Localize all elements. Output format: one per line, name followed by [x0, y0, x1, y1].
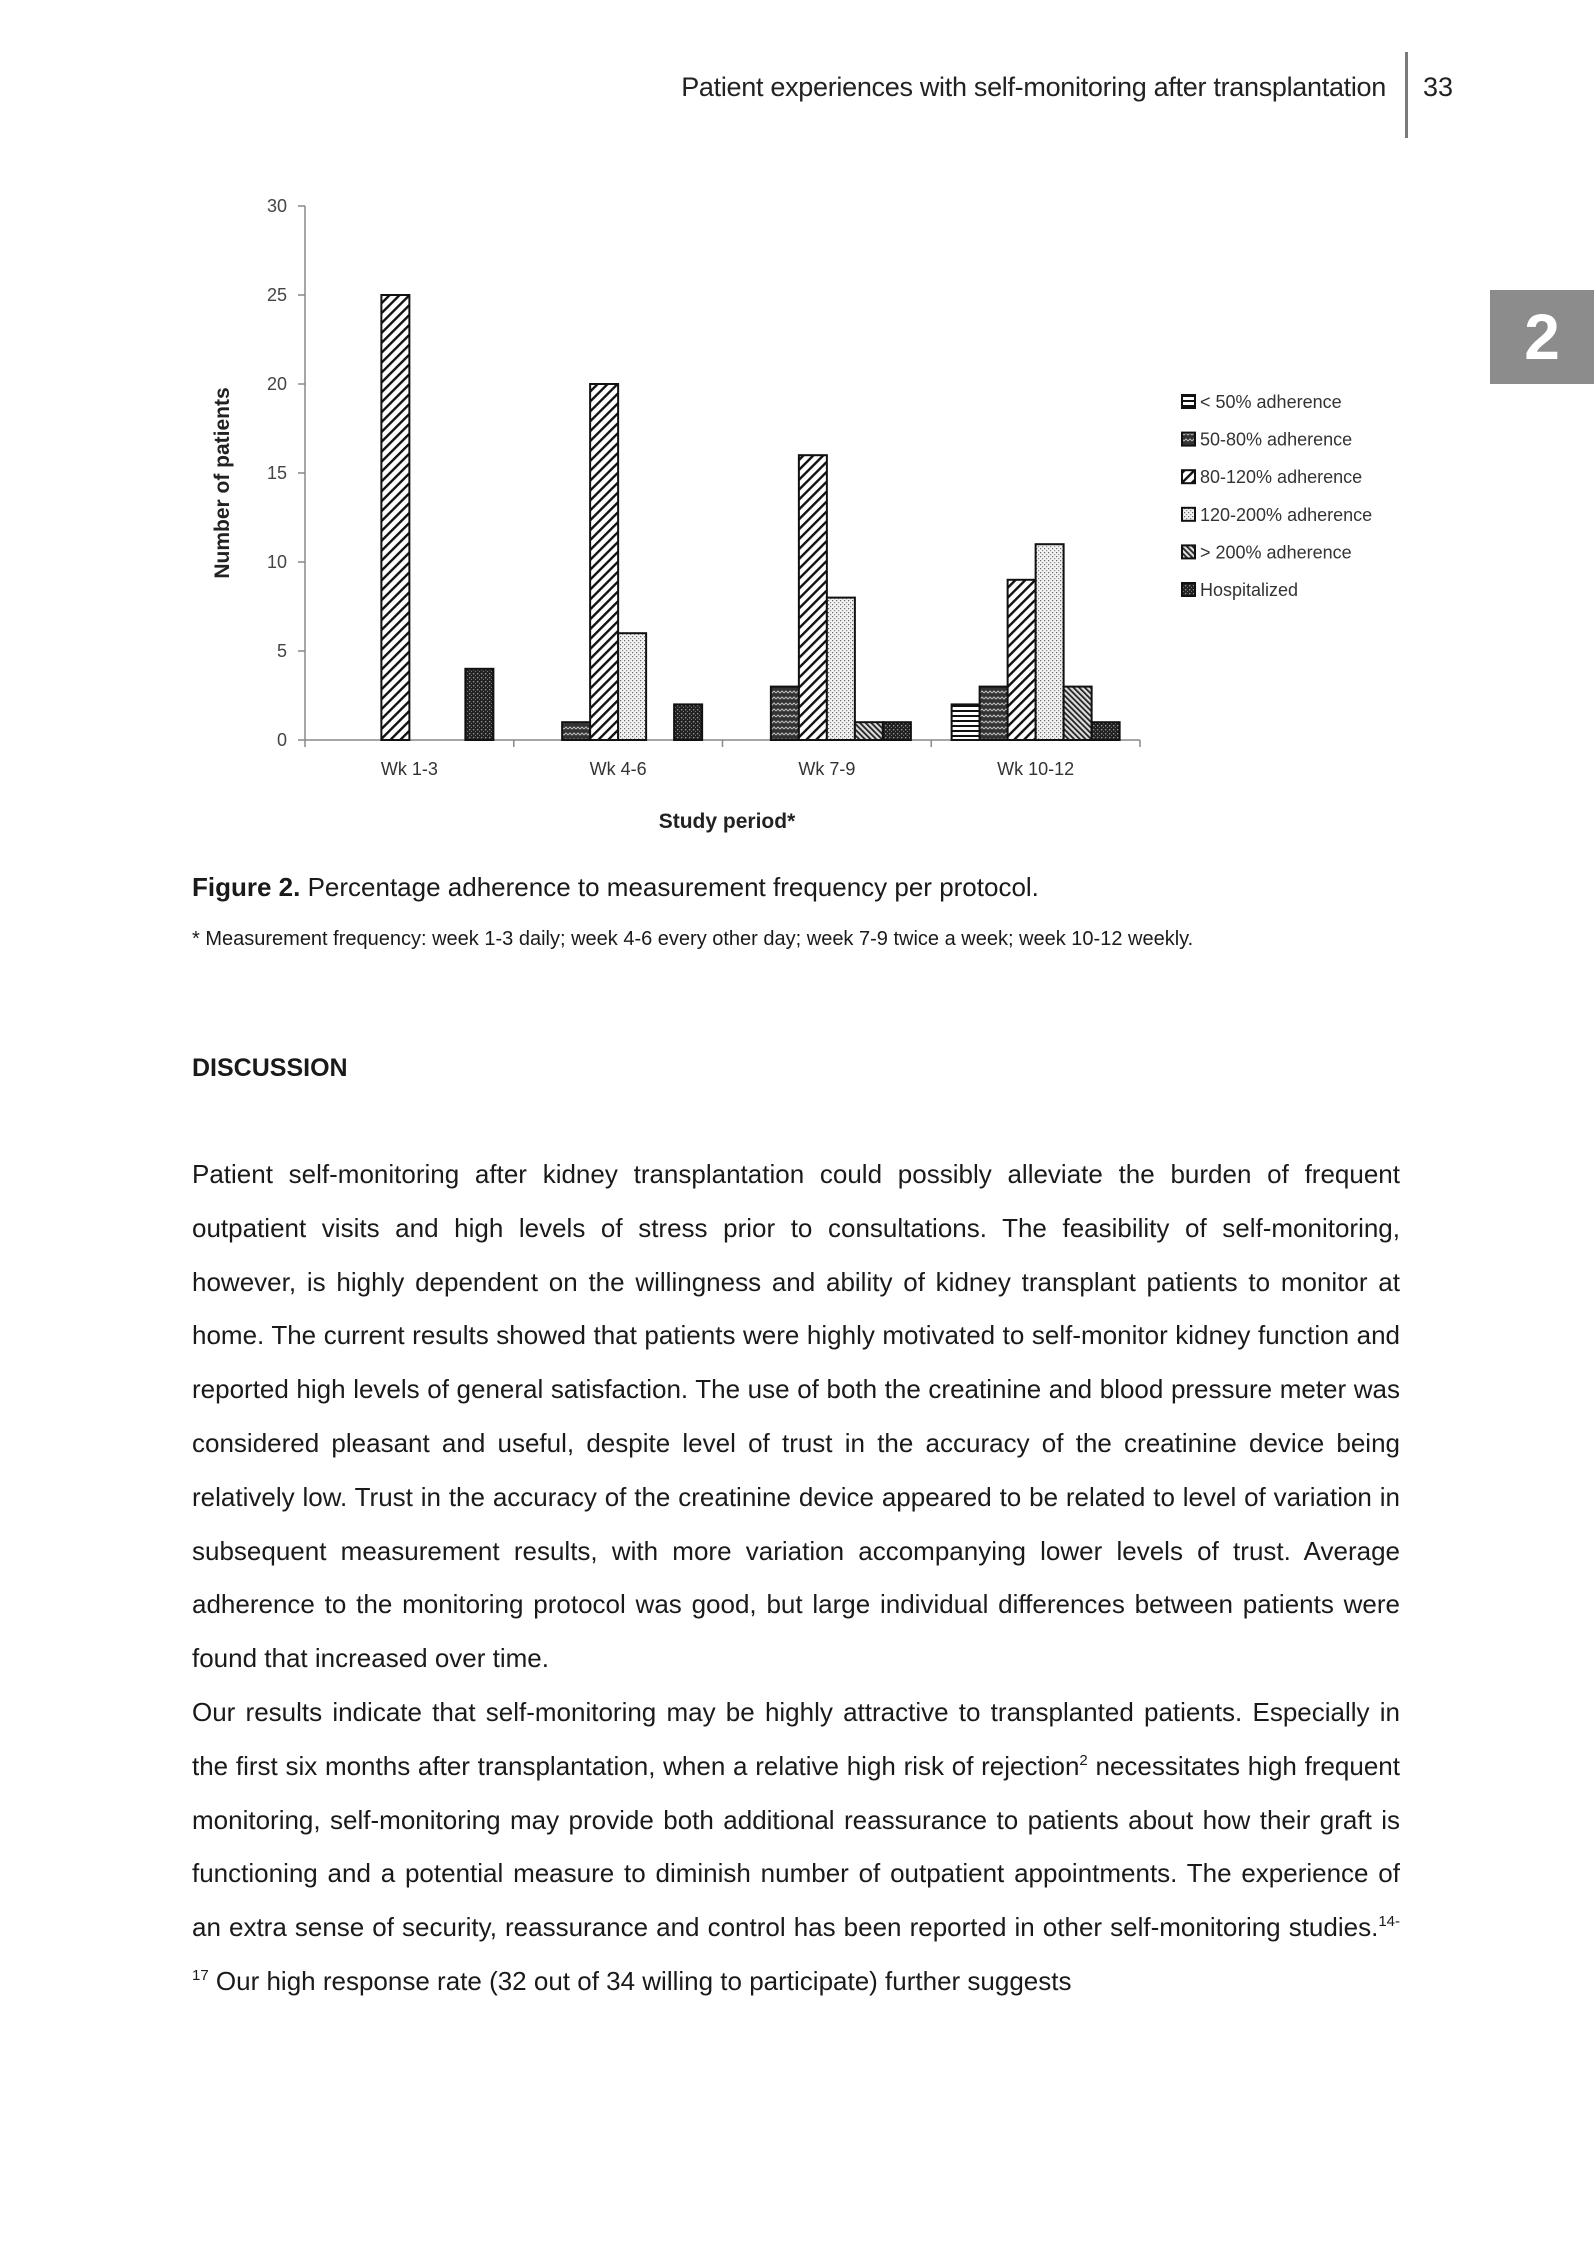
bar-dark-dots: [674, 704, 702, 740]
legend-label: < 50% adherence: [1200, 392, 1342, 412]
adherence-bar-chart: [0, 0, 1594, 860]
bar-dark-dots: [465, 669, 493, 740]
bar-wide-diagonal: [590, 384, 618, 740]
y-axis: [267, 196, 305, 750]
legend-label: 120-200% adherence: [1200, 504, 1373, 525]
legend-swatch: [1182, 470, 1195, 483]
x-axis-title: Study period*: [658, 810, 796, 833]
chapter-tab: 2: [1490, 290, 1594, 384]
y-tick-label: 20: [266, 374, 287, 394]
bar-wide-diagonal: [381, 295, 409, 740]
x-axis: [305, 740, 1140, 779]
legend-swatch: [1182, 508, 1195, 521]
legend: [1182, 392, 1372, 600]
legend-swatch: [1182, 583, 1195, 596]
bar-wide-diagonal: [1008, 580, 1036, 740]
y-tick-label: 25: [266, 285, 287, 305]
bars: [381, 295, 1119, 740]
y-tick-label: 30: [266, 196, 287, 216]
bar-light-dots: [618, 633, 646, 740]
x-tick-label: Wk 1-3: [380, 759, 438, 779]
x-tick-label: Wk 4-6: [589, 759, 647, 779]
y-tick-label: 5: [276, 641, 287, 661]
bar-dense-diagonal: [855, 722, 883, 740]
legend-swatch: [1182, 545, 1195, 558]
bar-light-dots: [827, 598, 855, 740]
legend-label: > 200% adherence: [1200, 542, 1352, 563]
figure-label: Figure 2.: [192, 872, 301, 902]
citation-reference[interactable]: 2: [1079, 1751, 1088, 1769]
figure-caption: [192, 872, 1039, 903]
y-tick-label: 15: [266, 463, 287, 483]
figure-footnote: * Measurement frequency: week 1-3 daily; week 4-6 every other day; week 7-9 twice a week; week 10-12 weekly.: [192, 928, 1194, 950]
legend-swatch: [1182, 395, 1195, 408]
legend-swatch: [1182, 433, 1195, 446]
citation-reference[interactable]: 14-17: [192, 1913, 1400, 1984]
bar-dark-wave: [980, 687, 1008, 740]
running-head-title: Patient experiences with self-monitoring after transplantation: [681, 72, 1386, 102]
paragraph-text: necessitates high frequent monitoring, self-monitoring may provide both additional reassurance to patients about how their graft is functioning and a potential measure to diminish number of outpatient appointments. The experience of an extra sense of security, reassurance and control has been reported in other self-monitoring studies.: [192, 1750, 1400, 1943]
bar-dense-diagonal: [1064, 687, 1092, 740]
legend-label: 80-120% adherence: [1200, 467, 1363, 488]
y-axis-title: Number of patients: [211, 387, 234, 579]
page-number: 33: [1423, 72, 1454, 102]
bar-wide-diagonal: [799, 455, 827, 740]
body-text: [192, 1148, 1400, 2009]
bar-dark-wave: [771, 687, 799, 740]
bar-light-dots: [1036, 544, 1064, 740]
y-tick-label: 0: [276, 730, 287, 750]
legend-label: 50-80% adherence: [1200, 429, 1353, 450]
paragraph-text: Our results indicate that self-monitoring may be highly attractive to transplanted patients. Especially in the first six months after transplantation, when a relative high risk of rejection: [192, 1696, 1400, 1781]
bar-dark-dots: [883, 722, 911, 740]
paragraph-text: Our high response rate (32 out of 34 willing to participate) further suggests: [208, 1965, 1072, 1996]
section-heading: DISCUSSION: [192, 1054, 348, 1082]
bar-dark-wave: [562, 722, 590, 740]
paragraph: [192, 1686, 1400, 2009]
bar-horizontal-lines: [952, 704, 980, 740]
figure-caption-text: Percentage adherence to measurement frequency per protocol.: [300, 872, 1039, 902]
legend-label: Hospitalized: [1200, 580, 1299, 600]
y-tick-label: 10: [266, 552, 287, 572]
paragraph: Patient self-monitoring after kidney transplantation could possibly alleviate the burden of frequent outpatient visits and high levels of stress prior to consultations. The feasibility of self-monitoring, however, is highly dependent on the willingness and ability of kidney transplant patients to monitor at home. The current results showed that patients were highly motivated to self-monitor kidney function and reported high levels of general satisfaction. The use of both the creatinine and blood pressure meter was considered pleasant and useful, despite level of trust in the accuracy of the creatinine device being relatively low. Trust in the accuracy of the creatinine device appeared to be related to level of variation in subsequent measurement results, with more variation accompanying lower levels of trust. Average adherence to the monitoring protocol was good, but large individual differences between patients were found that increased over time.: [192, 1159, 1400, 1674]
bar-dark-dots: [1092, 722, 1120, 740]
x-tick-label: Wk 7-9: [798, 759, 856, 779]
x-tick-label: Wk 10-12: [997, 759, 1075, 779]
